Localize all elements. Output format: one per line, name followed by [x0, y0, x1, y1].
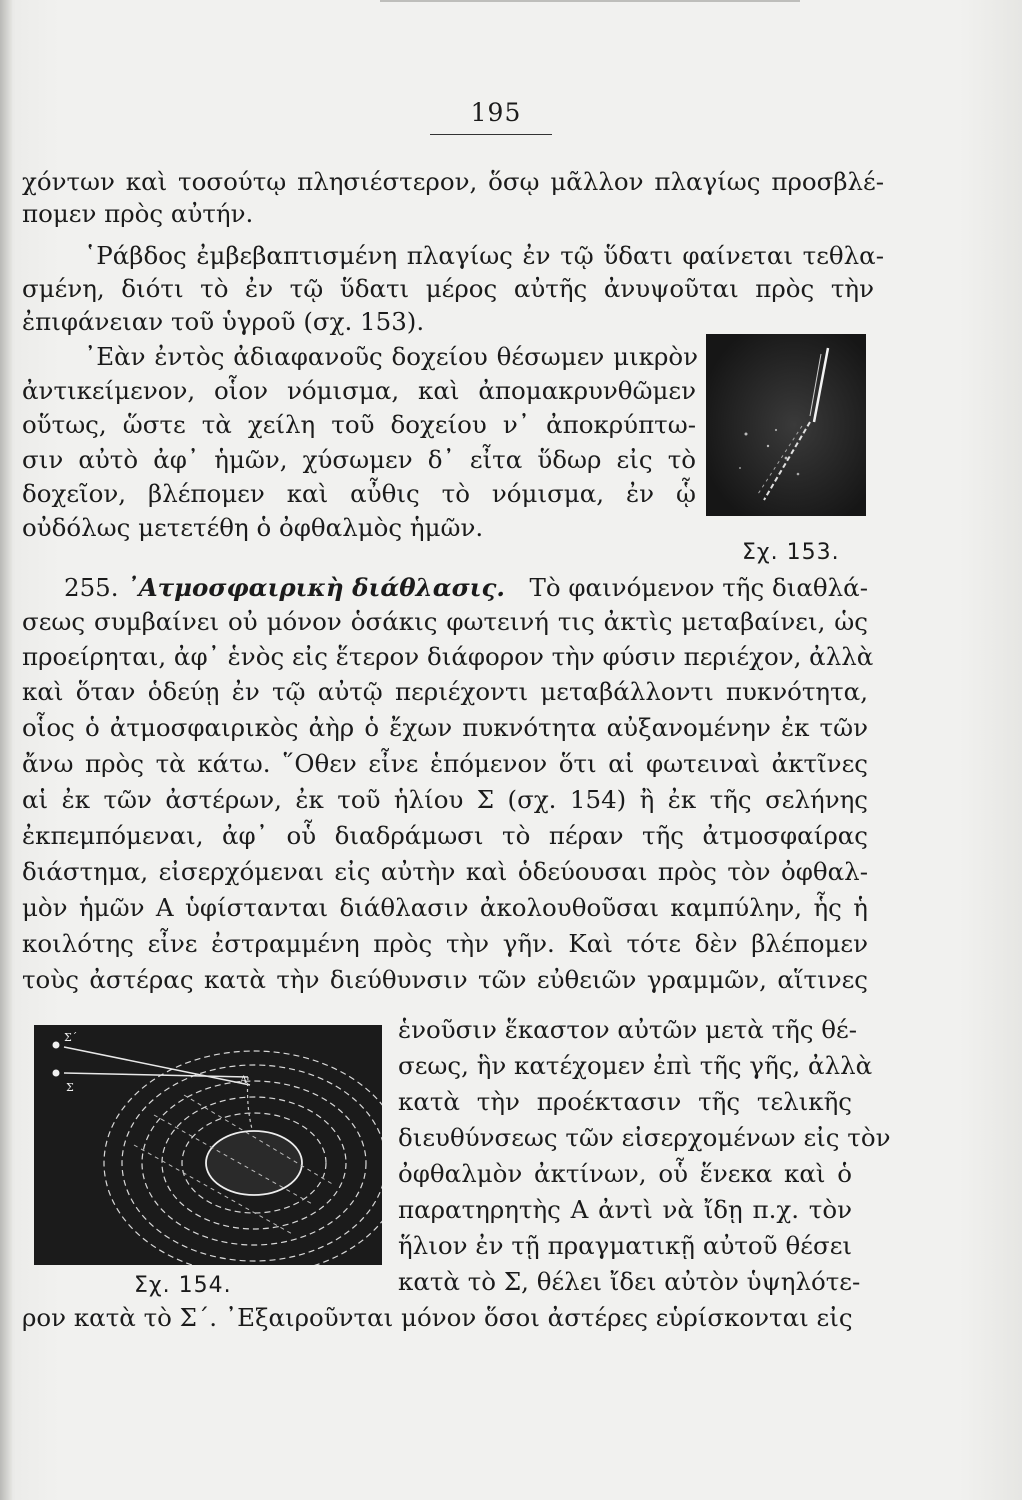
figure-153-caption: Σχ. 153. — [742, 540, 840, 565]
text-line: ἄνω πρὸς τὰ κάτω. ῞Οθεν εἶνε ἑπόμενον ὅτι αἱ φωτειναὶ ἀκτῖνες — [22, 749, 868, 778]
section-heading-line — [64, 572, 868, 604]
page-number: 195 — [470, 98, 522, 127]
text-line: οὐδόλως μετετέθη ὁ ὀφθαλμὸς ἡμῶν. — [22, 513, 484, 542]
section-intro-text: Τὸ φαινόμενον τῆς διαθλά- — [529, 573, 868, 602]
text-line: οὕτως, ὥστε τὰ χείλη τοῦ δοχείου ν᾿ ἀποκρύπτω- — [22, 410, 696, 439]
text-line: δοχεῖον, βλέπομεν καὶ αὖθις τὸ νόμισμα, ἐν ᾧ — [22, 479, 696, 508]
text-line: κατὰ τὴν προέκτασιν τῆς τελικῆς — [398, 1087, 852, 1116]
text-line: ἐπιφάνειαν τοῦ ὑγροῦ (σχ. 153). — [22, 307, 425, 336]
text-line: κοιλότης εἶνε ἐστραμμένη πρὸς τὴν γῆν. Καὶ τότε δὲν βλέπομεν — [22, 929, 868, 958]
figure-154-caption: Σχ. 154. — [134, 1273, 232, 1298]
text-line: σιν αὐτὸ ἀφ᾿ ἡμῶν, χύσωμεν δ᾿ εἶτα ὕδωρ εἰς τὸ — [22, 445, 696, 474]
text-line: ρον κατὰ τὸ Σ΄. ᾿Εξαιροῦνται μόνον ὅσοι ἀστέρες εὑρίσκονται εἰς — [22, 1303, 853, 1332]
text-line: διευθύνσεως τῶν εἰσερχομένων εἰς τὸν — [398, 1123, 891, 1152]
text-line: σεως, ἣν κατέχομεν ἐπὶ τῆς γῆς, ἀλλὰ — [398, 1051, 873, 1080]
text-line: ῾Ράβδος ἐμβεβαπτισμένη πλαγίως ἐν τῷ ὕδατι φαίνεται τεθλα- — [84, 241, 884, 270]
page-number-rule — [430, 134, 552, 135]
page-left-edge — [0, 0, 12, 1500]
text-line: σμένη, διότι τὸ ἐν τῷ ὕδατι μέρος αὐτῆς ἀνυψοῦται πρὸς τὴν — [22, 274, 874, 303]
text-line: πομεν πρὸς αὐτήν. — [22, 199, 254, 228]
text-line: κατὰ τὸ Σ, θέλει ἴδει αὐτὸν ὑψηλότε- — [398, 1267, 861, 1296]
section-number: 255. — [64, 573, 119, 602]
figure-154-image — [34, 1025, 382, 1265]
figure-154-label-sun: Σ — [66, 1081, 74, 1094]
text-line: σεως συμβαίνει οὐ μόνον ὁσάκις φωτεινή τις ἀκτὶς μεταβαίνει, ὡς — [22, 607, 868, 636]
page-top-edge — [380, 0, 800, 10]
figure-154-label-observer: Α — [240, 1075, 248, 1086]
section-title: ᾿Ατμοσφαιρικὴ διάθλασις. — [126, 573, 505, 602]
text-line: ἑνοῦσιν ἕκαστον αὐτῶν μετὰ τῆς θέ- — [398, 1015, 858, 1044]
text-line: καὶ ὅταν ὁδεύῃ ἐν τῷ αὐτῷ περιέχοντι μεταβάλλοντι πυκνότητα, — [22, 677, 868, 706]
text-line: προείρηται, ἀφ᾿ ἑνὸς εἰς ἕτερον διάφορον τὴν φύσιν περιέχον, ἀλλὰ — [22, 642, 874, 671]
text-line: ἀντικείμενον, οἷον νόμισμα, καὶ ἀπομακρυνθῶμεν — [22, 376, 696, 405]
text-line: παρατηρητὴς Α ἀντὶ νὰ ἴδῃ π.χ. τὸν — [398, 1195, 852, 1224]
text-line: μὸν ἡμῶν Α ὑφίστανται διάθλασιν ἀκολουθοῦσαι καμπύλην, ἧς ἡ — [22, 893, 868, 922]
text-line: οἷος ὁ ἀτμοσφαιρικὸς ἀὴρ ὁ ἔχων πυκνότητα αὐξανομένην ἐκ τῶν — [22, 713, 868, 742]
text-line: τοὺς ἀστέρας κατὰ τὴν διεύθυνσιν τῶν εὐθειῶν γραμμῶν, αἵτινες — [22, 965, 868, 994]
text-line: ἐκπεμπόμεναι, ἀφ᾿ οὗ διαδράμωσι τὸ πέραν τῆς ἀτμοσφαίρας — [22, 821, 868, 850]
text-line: ὀφθαλμὸν ἀκτίνων, οὗ ἕνεκα καὶ ὁ — [398, 1159, 852, 1188]
figure-153-image — [706, 334, 866, 516]
text-line: χόντων καὶ τοσούτῳ πλησιέστερον, ὅσῳ μᾶλλον πλαγίως προσβλέ- — [22, 167, 884, 196]
text-line: ᾿Εὰν ἐντὸς ἀδιαφανοῦς δοχείου θέσωμεν μικρὸν — [84, 342, 698, 371]
text-line: ἥλιον ἐν τῇ πραγματικῇ αὐτοῦ θέσει — [398, 1231, 852, 1260]
figure-154-label-sun-apparent: Σ΄ — [64, 1031, 78, 1044]
text-line: διάστημα, εἰσερχόμεναι εἰς αὐτὴν καὶ ὁδεύουσαι πρὸς τὸν ὀφθαλ- — [22, 857, 868, 886]
text-line: αἱ ἐκ τῶν ἀστέρων, ἐκ τοῦ ἡλίου Σ (σχ. 154) ἢ ἐκ τῆς σελήνης — [22, 785, 868, 814]
